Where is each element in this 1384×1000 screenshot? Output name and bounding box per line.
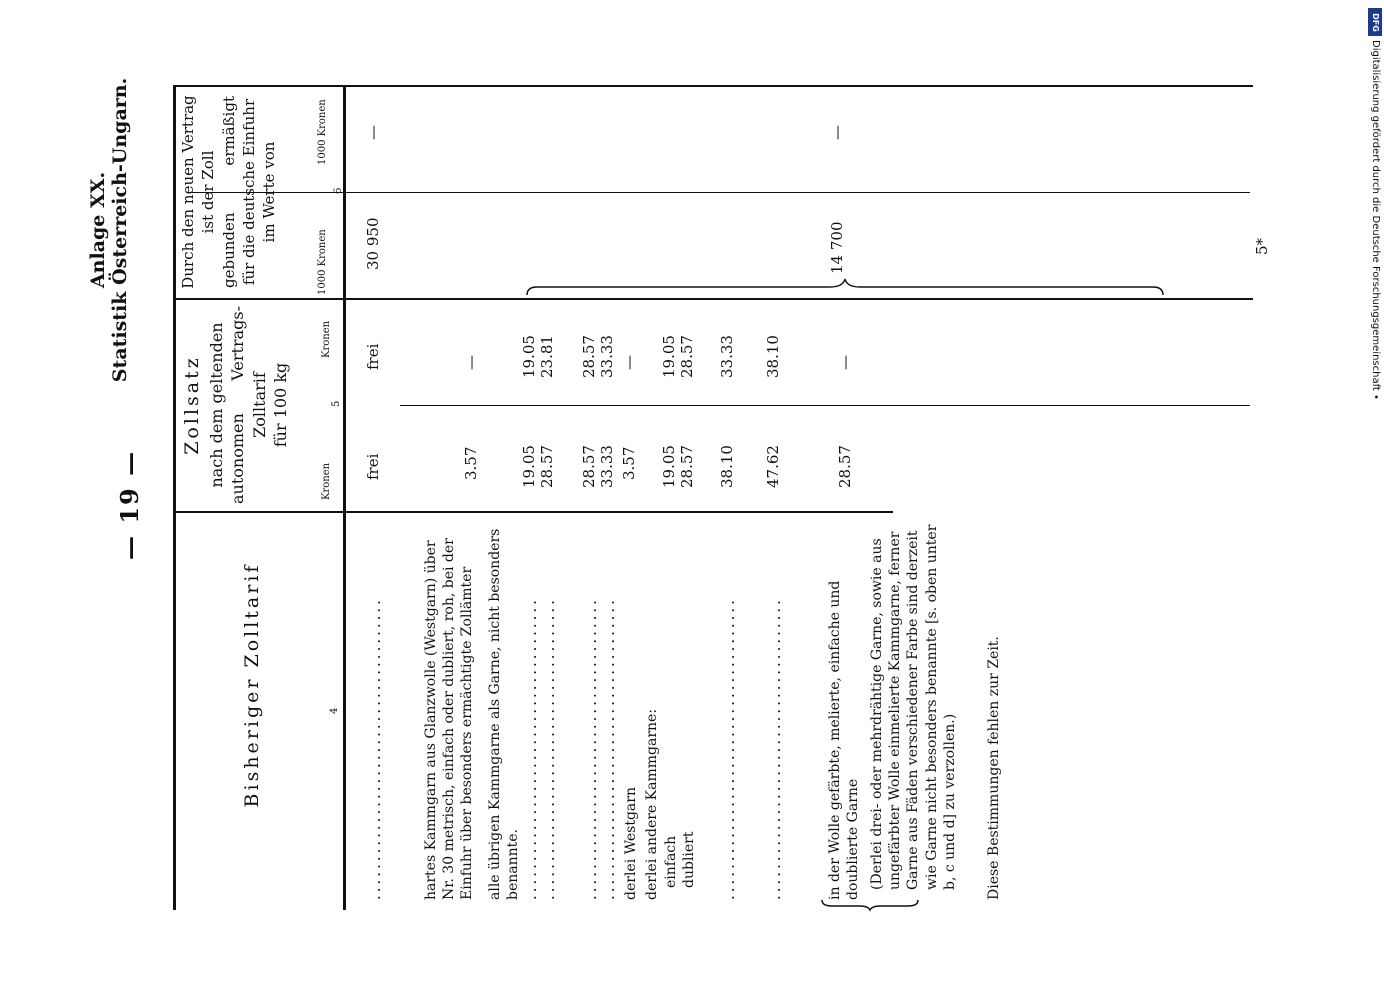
row14-reduced: — xyxy=(828,125,846,140)
row10-auto: 19.05 xyxy=(660,445,678,488)
row4-contract: 19.05 xyxy=(520,335,538,378)
col6-heading xyxy=(178,86,279,298)
col6-reduced-label: ermäßigt xyxy=(219,96,238,166)
row5-auto: 28.57 xyxy=(538,445,556,488)
credit-label: Digitalisierung gefördert durch die Deutsche Forschungsgemeinschaft • xyxy=(1370,40,1381,400)
row13-contract: 38.10 xyxy=(764,335,782,378)
credit-text xyxy=(1369,40,1383,400)
row12-auto: 38.10 xyxy=(718,445,736,488)
row7-auto: 33.33 xyxy=(598,445,616,488)
row1-auto: frei xyxy=(364,453,382,480)
row8-auto: 3.57 xyxy=(620,446,638,480)
dfg-logo-text: DFG xyxy=(1370,12,1380,32)
row6-contract: 28.57 xyxy=(580,335,598,378)
row8-contract: — xyxy=(620,355,638,370)
row1-bound: 30 950 xyxy=(364,217,382,270)
row10-desc: einfach xyxy=(663,835,679,888)
row1-dots: ....................................... xyxy=(366,597,384,900)
row4-auto: 19.05 xyxy=(520,445,538,488)
row11-auto: 28.57 xyxy=(678,445,696,488)
col5-unit-label: für 100 kg xyxy=(271,362,291,448)
col5-currency-b: Kronen xyxy=(321,320,332,358)
row4-dots: ....................................... xyxy=(522,597,540,900)
row11-desc: dubliert xyxy=(681,831,697,888)
row-group-brace xyxy=(525,277,1165,297)
row15-note: (Derlei drei- oder mehrdrähtige Garne, sowie aus ungefärbter Wolle einmelierte Kammgarne, ferner Garne aus Fäden verschiedener Farbe sind derzeit wie Garne nicht besonders benannte [s. oben unter b, c und d] zu verzollen.) xyxy=(869,524,958,890)
column-separator-4-5 xyxy=(173,511,893,513)
page-number: — 19 — xyxy=(115,449,144,560)
dfg-logo xyxy=(1368,8,1382,36)
title-line-2: Statistik Österreich-Ungarn. xyxy=(108,77,131,383)
row13-auto: 47.62 xyxy=(764,445,782,488)
col6-bound-label: gebunden xyxy=(219,212,238,288)
row5-dots: ....................................... xyxy=(540,597,558,900)
row12-dots: ....................................... xyxy=(720,597,738,900)
row9-desc: derlei andere Kammgarne: xyxy=(644,708,660,900)
column-separator-5-6 xyxy=(173,298,1253,300)
col6-unit-b: 1000 Kronen xyxy=(317,99,328,165)
col5-autonomous-label: autonomen xyxy=(228,413,248,504)
col5-currency-a: Kronen xyxy=(321,462,332,500)
row12-contract: 33.33 xyxy=(718,335,736,378)
row7-dots: ....................................... xyxy=(600,597,618,900)
row1-contract: frei xyxy=(364,343,382,370)
row1-reduced: — xyxy=(364,125,382,140)
column-separator-5-inner xyxy=(400,405,1250,406)
col5-tarif-label: Zolltarif xyxy=(249,372,269,438)
row7-contract: 33.33 xyxy=(598,335,616,378)
footnote: Diese Bestimmungen fehlen zur Zeit. xyxy=(986,636,1002,900)
column-separator-6-inner xyxy=(190,192,1250,193)
row8-desc: derlei Westgarn xyxy=(623,787,639,900)
col6-line4: für die deutsche Einfuhr xyxy=(239,98,258,286)
table-top-rule xyxy=(173,85,176,910)
col5-contract-label: Vertrags- xyxy=(228,306,248,381)
col5-number: 5 xyxy=(331,400,342,407)
col6-line1: Durch den neuen Vertrag xyxy=(179,95,197,289)
row10-contract: 19.05 xyxy=(660,335,678,378)
row2-desc: hartes Kammgarn aus Glanzwolle (Westgarn) über Nr. 30 metrisch, einfach oder dubliert, roh, bei der Einfuhr über besonders ermächtigte Zollämter xyxy=(423,538,476,900)
signature-mark: 5* xyxy=(1253,237,1271,255)
header-bottom-rule xyxy=(343,85,346,910)
col6-unit-a: 1000 Kronen xyxy=(317,229,328,295)
title-line-1: Anlage XX. xyxy=(87,171,109,289)
col6-number: 6 xyxy=(333,187,344,194)
row13-dots: ....................................... xyxy=(766,597,784,900)
digitization-credit xyxy=(1368,8,1384,398)
col6-line5: im Werte von xyxy=(260,141,278,243)
col4-number: 4 xyxy=(329,707,340,714)
row14-auto: 28.57 xyxy=(836,445,854,488)
row14-bound: 14 700 xyxy=(828,221,846,274)
row14-contract: — xyxy=(836,355,854,370)
row5-contract: 23.81 xyxy=(538,335,556,378)
row3-desc: alle übrigen Kammgarne als Garne, nicht besonders benannte. xyxy=(487,528,522,900)
row6-auto: 28.57 xyxy=(580,445,598,488)
col4-heading: Bisheriger Zolltarif xyxy=(241,562,263,808)
page-title xyxy=(88,20,132,440)
col5-title: Zollsatz xyxy=(181,355,203,455)
left-brace xyxy=(820,898,920,910)
row11-contract: 28.57 xyxy=(678,335,696,378)
col5-heading xyxy=(180,300,292,510)
table-right-rule xyxy=(173,85,1253,87)
col5-subtitle: nach dem geltenden xyxy=(206,322,226,488)
row6-dots: ....................................... xyxy=(582,597,600,900)
col6-line2: ist der Zoll xyxy=(199,150,218,234)
row2-contract: — xyxy=(462,355,480,370)
row2-auto: 3.57 xyxy=(462,446,480,480)
row14-desc: in der Wolle gefärbte, melierte, einfache und doublierte Garne xyxy=(827,580,862,900)
